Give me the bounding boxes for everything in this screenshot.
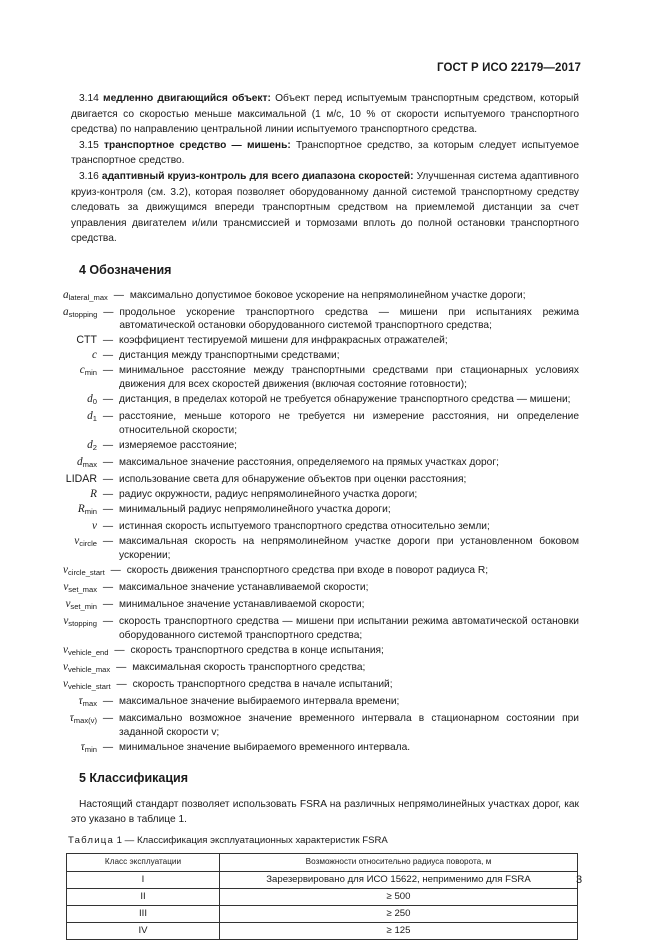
- symbol-dash: —: [102, 696, 114, 707]
- symbol-row: [63, 503, 579, 519]
- symbol-subscript: stopping: [68, 309, 98, 319]
- symbol-base: v: [74, 535, 80, 548]
- symbol-row: [63, 661, 579, 677]
- symbol-description: максимально возможное значение временного интервала в стационарном состоянии при заданной скорости v;: [119, 713, 579, 738]
- symbol-dash: —: [102, 394, 114, 405]
- symbol-base: a: [63, 305, 69, 318]
- symbol: [63, 439, 97, 455]
- symbol-subscript: stopping: [68, 619, 97, 629]
- symbol: [63, 695, 97, 711]
- symbol-dash: —: [116, 661, 127, 673]
- symbol: [63, 410, 97, 426]
- symbol-dash: —: [102, 439, 114, 451]
- symbol-subscript: vehicle_max: [67, 664, 111, 674]
- symbol-dash: —: [102, 536, 114, 548]
- symbol-subscript: lateral_max: [68, 292, 108, 302]
- symbol-base: v: [63, 660, 68, 673]
- definition-number: 3.14: [79, 93, 99, 104]
- symbol-base: R: [77, 503, 85, 516]
- symbol-row: [63, 615, 579, 642]
- symbol-subscript: min: [84, 507, 97, 517]
- symbol-subscript: min: [84, 744, 97, 754]
- symbol-base: d: [87, 393, 93, 405]
- symbol-dash: —: [102, 581, 114, 593]
- symbol: [63, 644, 109, 660]
- symbol-base: LIDAR: [65, 472, 97, 485]
- symbol-description: дистанция, в пределах которой не требуется обнаружение транспортного средства — мишени;: [119, 394, 571, 405]
- symbol-row: [63, 349, 579, 363]
- section-5-heading: 5 Классификация: [79, 771, 189, 786]
- table-cell: ≥ 125: [220, 922, 578, 939]
- symbol-base: c: [79, 364, 85, 377]
- symbol-base: τ: [80, 740, 85, 753]
- symbol-base: τ: [69, 712, 74, 725]
- symbol: [63, 581, 97, 597]
- symbol-row: [63, 741, 579, 757]
- symbol-dash: —: [102, 473, 114, 485]
- definition-3-16: [71, 169, 579, 247]
- symbol-description: минимальный радиус непрямолинейного участка дороги;: [119, 504, 391, 516]
- symbol-description: скорость транспортного средства в конце испытания;: [130, 644, 384, 656]
- table-cell: IV: [67, 922, 220, 939]
- definition-term: адаптивный круиз-контроль для всего диапазона скоростей:: [101, 170, 414, 182]
- symbol: [63, 456, 97, 472]
- symbol-dash: —: [102, 411, 114, 423]
- symbol-description: дистанция между транспортными средствами;: [119, 350, 340, 362]
- symbol-subscript: vehicle_end: [67, 647, 109, 657]
- symbol-dash: —: [102, 456, 114, 468]
- symbol-description: измеряемое расстояние;: [119, 439, 237, 451]
- symbol: [63, 520, 97, 534]
- symbol-description: максимальное значение расстояния, определяемого на прямых участках дорог;: [119, 456, 499, 468]
- symbol-base: v: [63, 563, 68, 576]
- symbol: [63, 712, 97, 728]
- symbol-base: v: [65, 598, 71, 611]
- symbol-subscript: max: [82, 699, 97, 708]
- symbol-dash: —: [102, 488, 114, 500]
- symbol-subscript: vehicle_start: [67, 681, 111, 691]
- symbol-description: расстояние, меньше которого не требуется ни измерение расстояния, ни определение относительной скорости;: [119, 411, 579, 436]
- symbol-description: максимальное значение устанавливаемой скорости;: [119, 581, 369, 593]
- symbol-description: продольное ускорение транспортного средства — мишени при испытаниях режима автоматической остановки оборудованного системой транспортного средства;: [119, 306, 579, 332]
- symbol-subscript: 1: [92, 414, 97, 424]
- symbol: [63, 564, 105, 580]
- symbol-subscript: max: [82, 459, 97, 469]
- symbol-row: [63, 334, 579, 348]
- symbol: [63, 334, 97, 348]
- symbol-description: минимальное расстояние между транспортными средствами при стационарных условиях движения для всех скоростей движения (включая состояние готовности);: [119, 365, 579, 390]
- symbol-row: [63, 456, 579, 472]
- symbol: [63, 289, 108, 305]
- symbol-description: минимальное значение выбираемого временного интервала.: [119, 741, 411, 753]
- symbol-dash: —: [114, 644, 125, 656]
- symbol-dash: —: [116, 678, 127, 690]
- symbol: [63, 615, 97, 631]
- symbol-description: максимальное значение выбираемого интервала времени;: [119, 696, 400, 707]
- symbol-row: [63, 473, 579, 487]
- symbol-row: [63, 289, 579, 305]
- symbol-row: [63, 644, 579, 660]
- symbol-description: коэффициент тестируемой мишени для инфракрасных отражателей;: [119, 335, 448, 347]
- symbol-dash: —: [102, 599, 114, 611]
- symbol-dash: —: [102, 504, 114, 516]
- symbol: [63, 488, 97, 502]
- symbol-subscript: set_min: [70, 602, 97, 612]
- symbol-subscript: 2: [92, 442, 97, 452]
- symbol-base: c: [92, 349, 97, 362]
- symbol-description: максимально допустимое боковое ускорение на непрямолинейном участке дороги;: [129, 289, 526, 301]
- symbol-subscript: min: [84, 368, 97, 378]
- symbol-row: [63, 598, 579, 614]
- symbol: [63, 349, 97, 363]
- symbol: [63, 535, 97, 551]
- symbol: [63, 503, 97, 519]
- header-cell-class: Класс эксплуатации: [67, 853, 220, 871]
- symbol-dash: —: [102, 616, 114, 628]
- symbol-row: [63, 393, 579, 409]
- symbol-row: [63, 581, 579, 597]
- table-cell: I: [67, 871, 220, 888]
- symbol-base: v: [63, 580, 69, 593]
- symbol-dash: —: [102, 741, 114, 753]
- symbol-dash: —: [103, 306, 114, 318]
- symbol-dash: —: [102, 521, 114, 533]
- definition-text: Объект перед испытуемым транспортным средством, который двигается со скоростью меньше максимальной (1 м/с, 10 % от скорости испытуемого транспортного средства) по направлению центральной линии испытуемого транспортного средства.: [71, 93, 579, 136]
- definition-number: 3.16: [79, 170, 99, 182]
- definition-term: медленно двигающийся объект:: [103, 93, 271, 104]
- table-cell: ≥ 500: [220, 888, 578, 905]
- symbol-dash: —: [102, 335, 114, 347]
- symbol-row: [63, 364, 579, 391]
- symbol: [63, 598, 97, 614]
- symbol-base: d: [77, 455, 83, 468]
- symbol-dash: —: [110, 564, 121, 576]
- symbol: [63, 678, 111, 694]
- table-row: [67, 922, 578, 939]
- table-row: [67, 871, 578, 888]
- symbol-description: истинная скорость испытуемого транспортного средства относительно земли;: [119, 521, 490, 533]
- table-cell: ≥ 250: [220, 905, 578, 922]
- symbol-description: скорость движения транспортного средства при входе в поворот радиуса R;: [126, 564, 489, 576]
- symbol-subscript: set_max: [68, 584, 97, 594]
- symbol: [63, 741, 97, 757]
- symbol-row: [63, 306, 579, 333]
- symbol-dash: —: [102, 713, 114, 725]
- symbol-subscript: circle_start: [67, 567, 105, 577]
- symbol-base: τ: [78, 695, 83, 707]
- symbol-description: минимальное значение устанавливаемой скорости;: [119, 599, 365, 611]
- symbol-base: d: [87, 438, 93, 451]
- symbol: [63, 306, 97, 322]
- document-code: ГОСТ Р ИСО 22179—2017: [436, 62, 581, 74]
- symbol-base: d: [87, 410, 93, 423]
- table-header-row: [67, 853, 578, 871]
- symbol-dash: —: [102, 365, 114, 377]
- symbol: [63, 364, 97, 380]
- symbol-dash: —: [113, 289, 124, 301]
- page-number: 3: [576, 874, 583, 886]
- table-cell: II: [67, 888, 220, 905]
- symbol-subscript: 0: [92, 397, 97, 406]
- symbols-list: [63, 289, 579, 757]
- symbol-row: [63, 488, 579, 502]
- table-caption-text: 1 — Классификация эксплуатационных характеристик FSRA: [114, 834, 388, 846]
- symbol-description: скорость транспортного средства в начале испытаний;: [132, 678, 393, 690]
- page-content: [63, 91, 579, 940]
- symbol-row: [63, 520, 579, 534]
- classification-paragraph: Настоящий стандарт позволяет использовать FSRA на различных непрямолинейных участках дорог, как это указано в таблице 1.: [71, 798, 579, 826]
- symbol-base: R: [90, 487, 97, 500]
- symbol-row: [63, 564, 579, 580]
- symbol-base: v: [63, 615, 69, 628]
- symbol: [63, 661, 110, 677]
- definition-3-15: [71, 138, 579, 169]
- table-caption-label: Таблица: [68, 834, 115, 846]
- symbol-base: v: [63, 643, 68, 656]
- symbol-base: v: [63, 677, 68, 690]
- symbol-description: использование света для обнаружение объектов при оценки расстояния;: [119, 473, 467, 485]
- symbol-row: [63, 439, 579, 455]
- symbol-description: радиус окружности, радиус непрямолинейного участка дороги;: [119, 488, 418, 500]
- symbol-description: максимальная скорость транспортного средства;: [132, 661, 366, 673]
- symbol-row: [63, 712, 579, 739]
- table-row: [67, 905, 578, 922]
- symbol-subscript: circle: [79, 539, 97, 549]
- symbol-description: максимальная скорость на непрямолинейном участке дороги при установленном боковом ускорении;: [119, 536, 579, 561]
- symbol-base: a: [63, 288, 69, 301]
- symbol: [63, 393, 97, 409]
- symbol-subscript: max(v): [73, 716, 97, 726]
- table-row: [67, 888, 578, 905]
- symbol-row: [63, 695, 579, 711]
- definition-number: 3.15: [79, 139, 99, 151]
- symbol-base: v: [92, 520, 97, 533]
- symbol-base: CTT: [76, 334, 97, 347]
- table-cell: III: [67, 905, 220, 922]
- table-cell: Зарезервировано для ИСО 15622, неприменимо для FSRA: [220, 871, 578, 888]
- classification-table: [66, 853, 578, 940]
- header-cell-radius: Возможности относительно радиуса поворота, м: [220, 853, 578, 871]
- table-caption: [68, 833, 579, 849]
- symbol-row: [63, 410, 579, 437]
- symbol-row: [63, 535, 579, 562]
- symbol-dash: —: [102, 350, 114, 362]
- symbol: [63, 473, 97, 487]
- definition-text: Транспортное средство, за которым следует испытуемое транспортное средство.: [71, 139, 579, 167]
- definition-3-14: [71, 91, 579, 138]
- section-4-heading: 4 Обозначения: [79, 262, 172, 277]
- symbol-row: [63, 678, 579, 694]
- symbol-description: скорость транспортного средства — мишени при испытании режима автоматической остановки оборудованного системой транспортного средства;: [119, 616, 579, 641]
- definition-term: транспортное средство — мишень:: [104, 139, 291, 151]
- definition-text: Улучшенная система адаптивного круиз-контроля (см. 3.2), которая позволяет оборудованному данной системой транспортному средству следовать за движущимся впереди транспортным средством на приемлемой дистанции за счет управления двигателем и/или трансмиссией и тормозами вплоть до полной остановки транспортного средства.: [71, 170, 579, 245]
